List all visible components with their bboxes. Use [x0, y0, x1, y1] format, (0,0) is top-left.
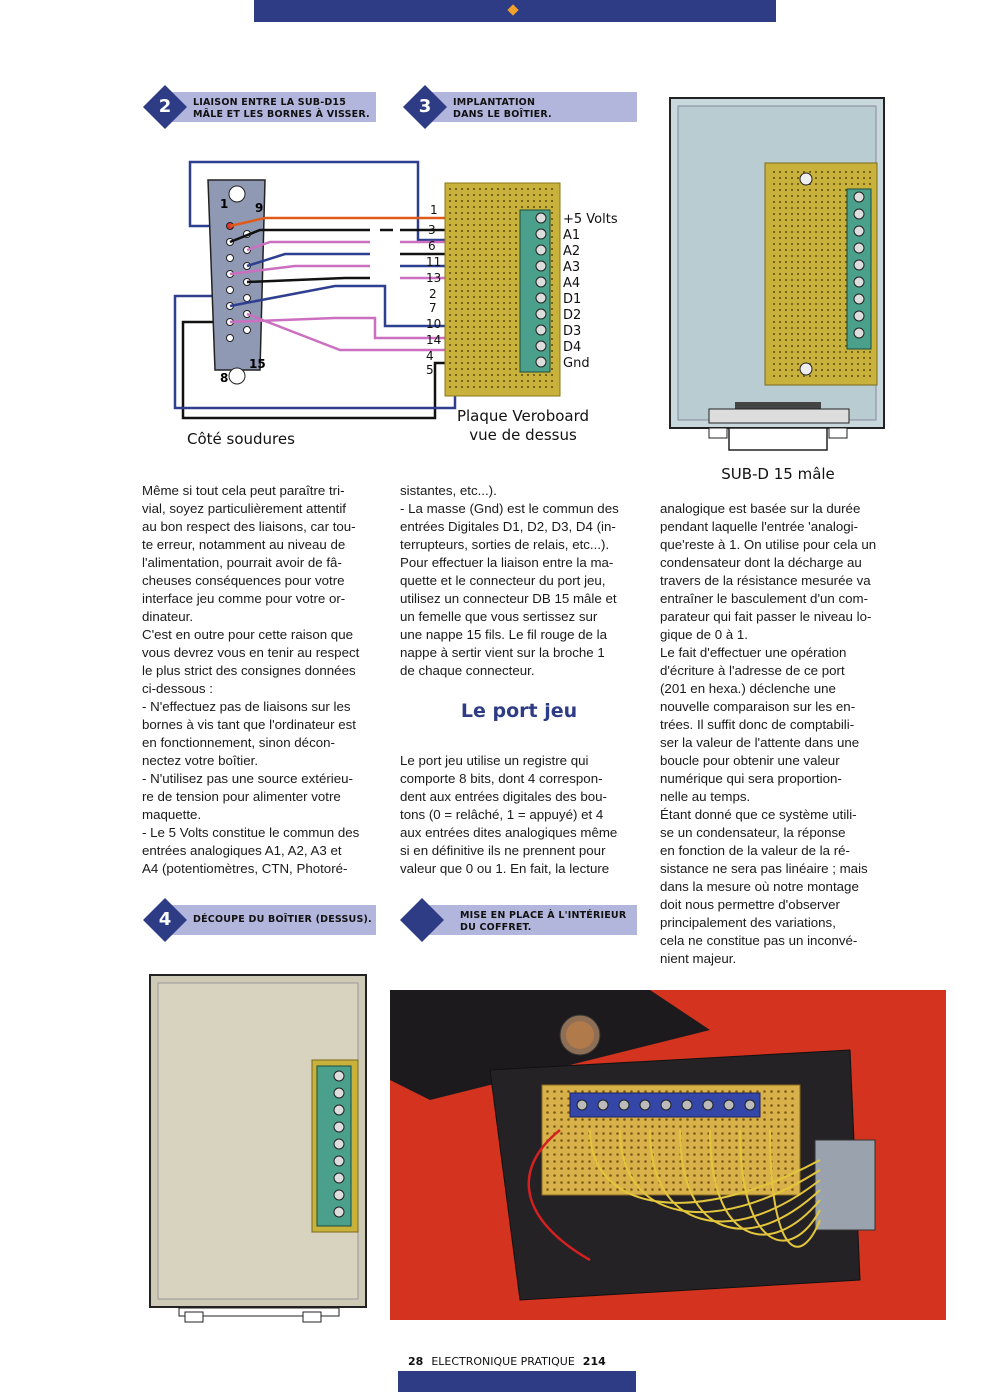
terminal-label: D1	[563, 292, 582, 307]
top-header-bar	[254, 0, 776, 22]
caption-veroboard: Plaque Veroboard vue de dessus	[456, 407, 590, 444]
caption-solder-side: Côté soudures	[187, 430, 295, 448]
wire-number: 11	[426, 255, 442, 269]
box-cutout-drawing	[149, 974, 369, 1324]
pin-label: 1	[220, 197, 229, 211]
diamond-ornament-icon	[507, 4, 518, 15]
wiring-diagram	[165, 150, 635, 430]
page-footer	[408, 1355, 638, 1368]
figure-title: DÉCOUPE DU BOÎTIER (DESSUS).	[193, 914, 372, 925]
text-column-1: Même si tout cela peut paraître tri- vial, soyez particulièrement attentif au bon respect des liaisons, car tou- te erreur, notamment au niveau de l'alimentation, pourrait avoir de fâ- cheuses conséquences pour votre interface jeu comme pour votre or- dinateur. C'est en outre pour cette raison que vous devrez vous en tenir au respect le plus strict des consignes données ci-dessous : - N'effectuez pas de liaisons sur les bornes à vis tant que l'ordinateur est en fonctionnement, sinon décon- nectez votre boîtier. - N'utilisez pas une source extérieu- re de tension pour alimenter votre maquette. - Le 5 Volts constitue le commun des entrées analogiques A1, A2, A3 et A4 (potentiomètres, CTN, Photoré-	[142, 483, 360, 876]
figure-number: 2	[158, 96, 172, 117]
terminal-label: D3	[563, 324, 582, 339]
box-interior-photo	[390, 990, 946, 1320]
figure-2-header	[143, 92, 376, 122]
terminal-label: D4	[563, 340, 582, 355]
figure-title: MISE EN PLACE À L'INTÉRIEUR DU COFFRET.	[460, 910, 627, 933]
terminal-label: A1	[563, 228, 581, 243]
section-title: Le port jeu	[460, 700, 578, 722]
figure-number: 4	[158, 909, 172, 930]
figure-number-badge	[400, 898, 444, 942]
wire-number: 1	[430, 203, 438, 217]
wire-number: 7	[429, 301, 437, 315]
wire-number: 14	[426, 333, 442, 347]
terminal-label: Gnd	[563, 356, 590, 371]
wire-number: 10	[426, 317, 442, 331]
text-column-2b: Le port jeu utilise un registre qui comporte 8 bits, dont 4 correspon- dent aux entrées digitales des bou- tons (0 = relâché, 1 = appuyé) et 4 aux entrées dites analogiques même si en définitive ils ne prennent pour valeur que 0 ou 1. En fait, la lecture	[400, 753, 618, 876]
pin-label: 15	[249, 357, 266, 371]
terminal-label: A4	[563, 276, 581, 291]
pin-label: 8	[220, 371, 229, 385]
terminal-label: +5 Volts	[563, 212, 618, 227]
wire-number: 13	[426, 271, 442, 285]
bottom-footer-bar	[398, 1371, 636, 1392]
caption-subd: SUB-D 15 mâle	[721, 465, 835, 483]
issue-number: 214	[582, 1355, 606, 1368]
wire-number: 2	[429, 287, 437, 301]
wire-number: 3	[428, 223, 436, 237]
terminal-label: D2	[563, 308, 582, 323]
wire-number: 6	[428, 239, 436, 253]
figure-number: 3	[418, 96, 432, 117]
figure-5-header	[400, 905, 637, 935]
wire-number: 5	[426, 363, 434, 377]
box-implantation-drawing	[669, 97, 887, 457]
figure-title: LIAISON ENTRE LA SUB-D15 MÂLE ET LES BORNES À VISSER.	[193, 97, 370, 120]
figure-title: IMPLANTATION DANS LE BOÎTIER.	[453, 97, 552, 120]
text-column-3: analogique est basée sur la durée pendant laquelle l'entrée 'analogi- que'reste à 1. On utilise pour cela un condensateur dont la décharge au travers de la résistance mesurée va entraîner le basculement d'un com- parateur qui fait passer le niveau lo- gique de 0 à 1. Le fait d'effectuer une opération d'écriture à l'adresse de ce port (201 en hexa.) déclenche une nouvelle comparaison sur les en- trées. Il suffit donc de comptabili- ser la valeur de l'attente dans une boucle pour obtenir une valeur numérique qui sera proportion- nelle au temps. Étant donné que ce système utili- se un condensateur, la réponse en fonction de la valeur de la ré- sistance ne sera pas linéaire ; mais dans la mesure où notre montage doit nous permettre d'observer principalement des variations, cela ne constitue pas un inconvé- nient majeur.	[660, 501, 877, 966]
wire-number: 4	[426, 349, 434, 363]
pin-label: 9	[255, 201, 264, 215]
page-number: 28	[408, 1355, 424, 1368]
magazine-name: ELECTRONIQUE PRATIQUE	[431, 1355, 575, 1368]
terminal-label: A3	[563, 260, 581, 275]
text-column-2: sistantes, etc...). - La masse (Gnd) est le commun des entrées Digitales D1, D2, D3, D4 (in- terrupteurs, sorties de relais, etc...). Pour effectuer la liaison entre la ma- quette et le connecteur du port jeu, utilisez un connecteur DB 15 mâle et un femelle que vous sertissez sur une nappe 15 fils. Le fil rouge de la nappe à sertir vient sur la broche 1 de chaque connecteur.	[400, 483, 619, 678]
figure-3-header	[403, 92, 637, 122]
figure-4-header	[143, 905, 376, 935]
terminal-label: A2	[563, 244, 581, 259]
